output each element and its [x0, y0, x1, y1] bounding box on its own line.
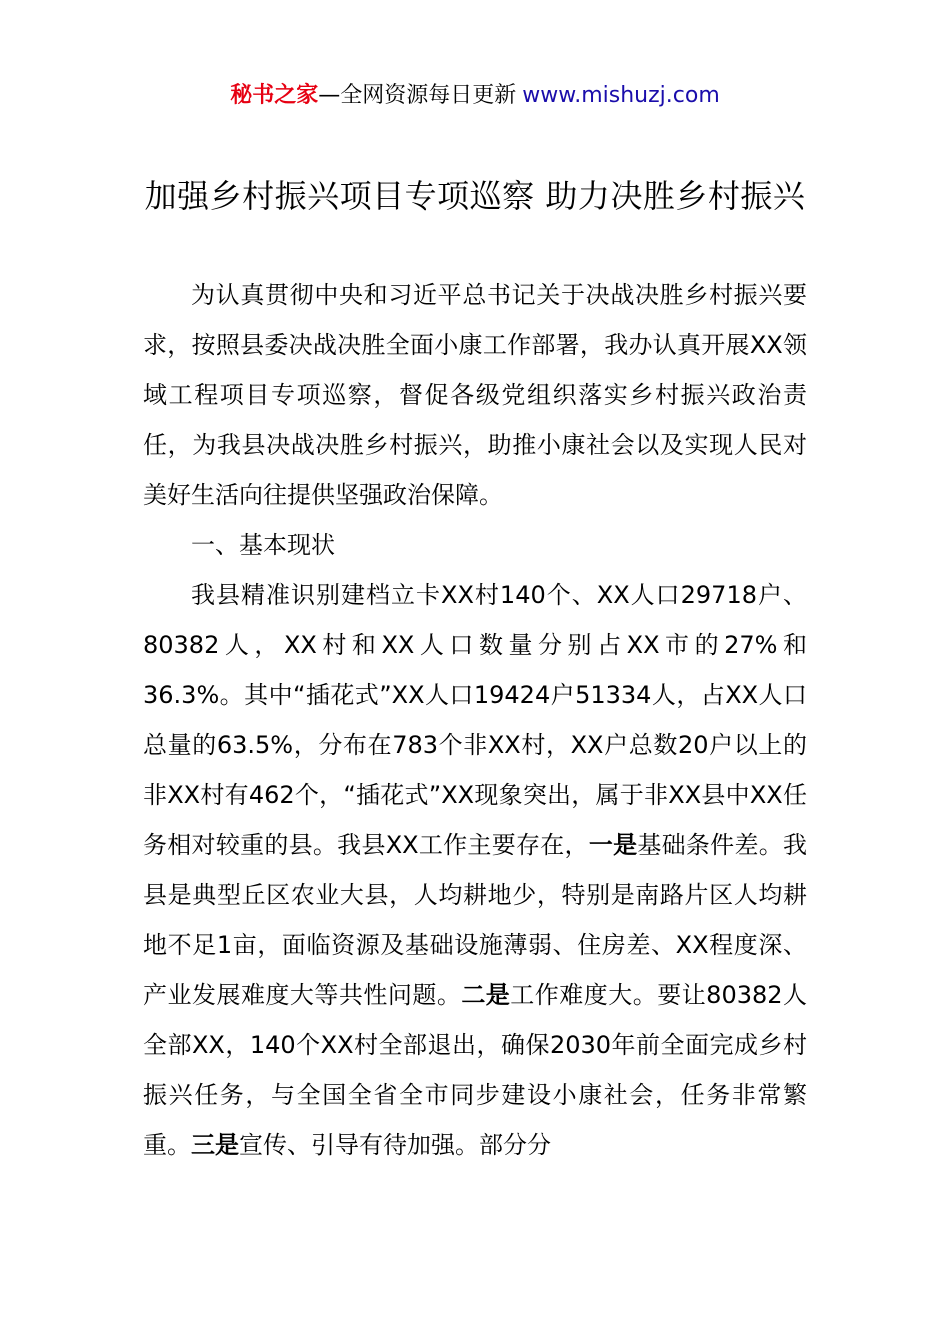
- text-run: 宣传、引导有待加强。部分分: [239, 1131, 551, 1159]
- site-header: [0, 80, 950, 112]
- section-heading: 一、基本现状: [191, 531, 335, 559]
- document-title: 加强乡村振兴项目专项巡察 助力决胜乡村振兴: [144, 177, 806, 215]
- text-run: 我县精准识别建档立卡XX村140个、XX人口29718户、80382人，XX村和XX人口数量分别占XX市的27%和36.3%。其中“插花式”XX人口19424户51334人，占XX人口总量的63.5%，分布在783个非XX村，XX户总数20户以上的非XX村有462个，“插花式”XX现象突出，属于非XX县中XX任务相对较重的县。我县XX工作主要存在，: [143, 581, 807, 859]
- brand-name: 秘书之家: [230, 83, 319, 108]
- emphasis-first: 一是: [588, 831, 638, 859]
- emphasis-third: 三是: [191, 1131, 239, 1159]
- intro-paragraph: 为认真贯彻中央和习近平总书记关于决战决胜乡村振兴要求，按照县委决战决胜全面小康工作部署，我办认真开展XX领域工程项目专项巡察，督促各级党组织落实乡村振兴政治责任，为我县决战决胜乡村振兴，助推小康社会以及实现人民对美好生活向往提供坚强政治保障。: [143, 281, 807, 509]
- document-body: [143, 270, 807, 1170]
- header-tagline: —全网资源每日更新: [318, 83, 517, 108]
- text-run: 基础条件差。我县是典型丘区农业大县，人均耕地少，特别是南路片区人均耕地不足1亩，面临资源及基础设施薄弱、住房差、XX程度深、产业发展难度大等共性问题。: [143, 831, 807, 1009]
- section-paragraph: [143, 570, 807, 1170]
- emphasis-second: 二是: [461, 981, 511, 1009]
- site-url-link[interactable]: www.mishuzj.com: [522, 83, 720, 108]
- text-run: 工作难度大。要让80382人全部XX，140个XX村全部退出，确保2030年前全面完成乡村振兴任务，与全国全省全市同步建设小康社会，任务非常繁重。: [143, 981, 808, 1159]
